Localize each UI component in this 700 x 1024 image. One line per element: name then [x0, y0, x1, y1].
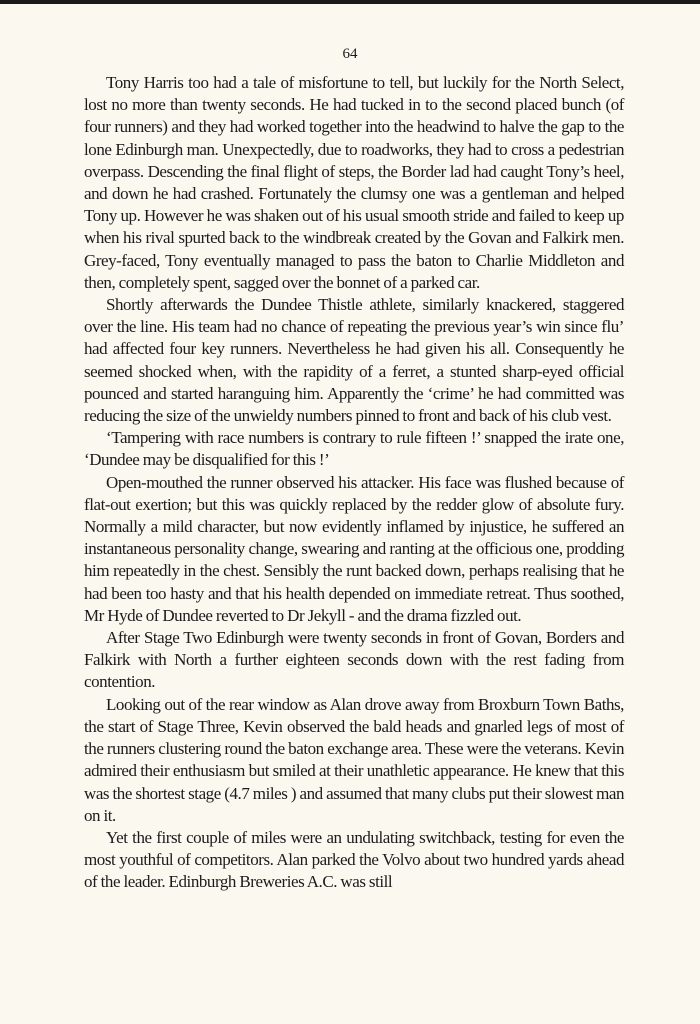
paragraph-1: Tony Harris too had a tale of misfortune to tell, but luckily for the North Select, lost no more than twenty seconds. He had tucked in to the second placed bunch (of four runners) and they had worked together into the headwind to halve the gap to the lone Edinburgh man. Unexpectedly, due to roadworks, they had to cross a pedestrian overpass. Descending the final flight of steps, the Border lad had caught Tony’s heel, and down he had crashed. Fortunately the clumsy one was a gentleman and helped Tony up. However he was shaken out of his usual smooth stride and failed to keep up when his rival spurted back to the windbreak created by the Govan and Falkirk men. Grey-faced, Tony eventually managed to pass the baton to Charlie Middleton and then, completely spent, sagged over the bonnet of a parked car. [84, 73, 624, 292]
page-number: 64 [342, 46, 358, 62]
paragraph-6: Looking out of the rear window as Alan drove away from Broxburn Town Baths, the start of Stage Three, Kevin observed the bald heads and gnarled legs of most of the runners clustering round the baton exchange area. These were the veterans. Kevin admired their enthusiasm but smiled at their unathletic appearance. He knew that this was the shortest stage (4.7 miles ) and assumed that many clubs put their slowest man on it. [84, 694, 624, 825]
paragraph-5: After Stage Two Edinburgh were twenty seconds in front of Govan, Borders and Falkirk with North a further eighteen seconds down with the rest fading from contention. [84, 628, 624, 692]
paragraph-2: Shortly afterwards the Dundee Thistle athlete, similarly knackered, staggered over the line. His team had no chance of repeating the previous year’s win since flu’ had affected four key runners. Nevertheless he had given his all. Consequently he seemed shocked when, with the rapidity of a ferret, a stunted sharp-eyed official pounced and started haranguing him. Apparently the ‘crime’ he had committed was reducing the size of the unwieldy numbers pinned to front and back of his club vest. [84, 295, 624, 426]
paragraph-4: Open-mouthed the runner observed his attacker. His face was flushed because of flat-out exertion; but this was quickly replaced by the redder glow of absolute fury. Normally a mild character, but now evidently inflamed by injustice, he suffered an instantaneous personality change, swearing and ranting at the officious one, prodding him repeatedly in the chest. Sensibly the runt backed down, perhaps realising that he had been too hasty and that his health depended on immediate retreat. Thus soothed, Mr Hyde of Dundee reverted to Dr Jekyll - and the drama fizzled out. [84, 472, 624, 625]
paragraph-7: Yet the first couple of miles were an undulating switchback, testing for even the most youthful of competitors. Alan parked the Volvo about two hundred yards ahead of the leader. Edinburgh Breweries A.C. was still [84, 827, 624, 892]
book-page [0, 4, 700, 1024]
paragraph-3: ‘Tampering with race numbers is contrary to rule fifteen !’ snapped the irate one, ‘Dundee may be disqualified for this !’ [84, 428, 624, 470]
body-text [84, 72, 624, 894]
